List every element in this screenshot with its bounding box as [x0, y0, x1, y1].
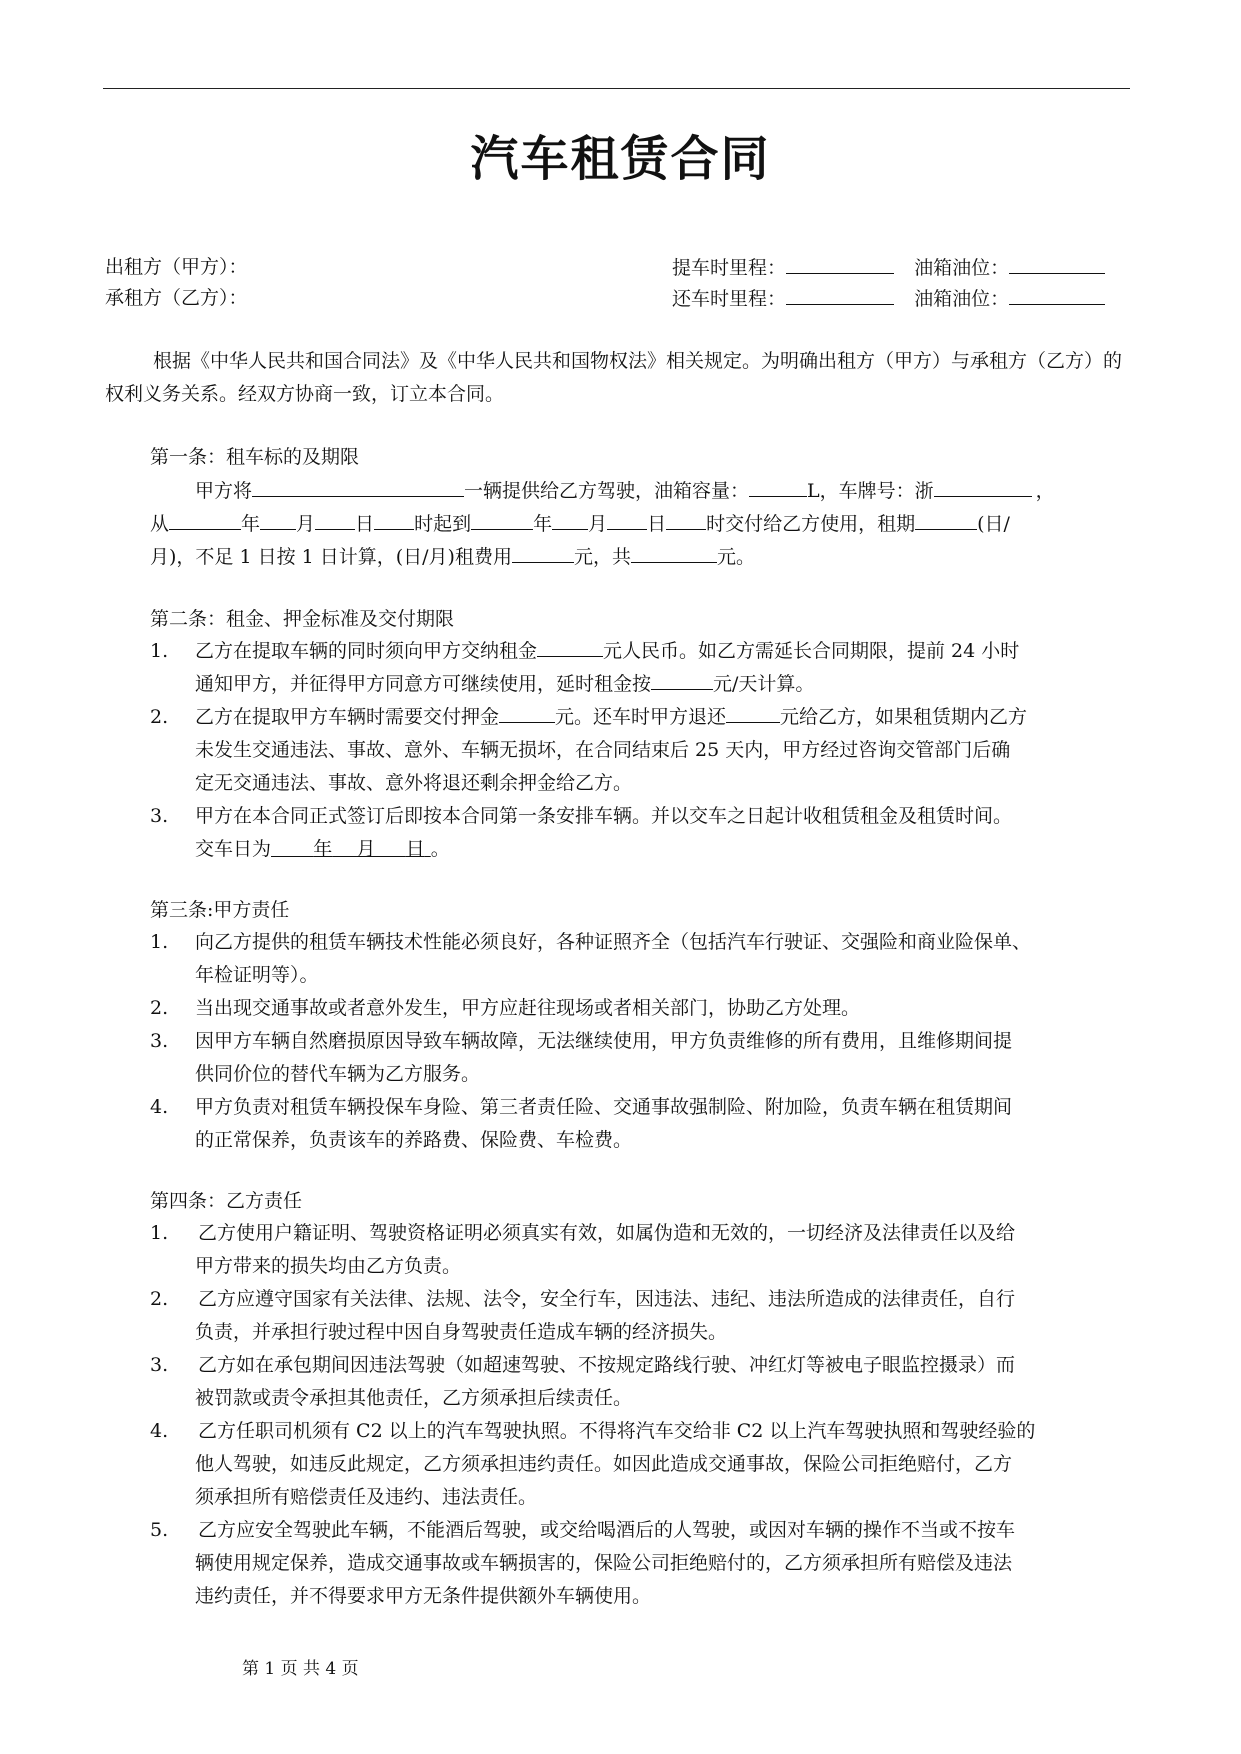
article-4-heading: 第四条：乙方责任	[150, 1190, 303, 1212]
text: ，	[1035, 480, 1055, 502]
article-4-item-1	[150, 1217, 1130, 1283]
text: 年检证明等）。	[195, 964, 319, 986]
text: 甲方将	[195, 480, 253, 502]
end-month-field[interactable]	[552, 511, 588, 530]
item-number: 1.	[150, 640, 169, 662]
text: 向乙方提供的租赁车辆技术性能必须良好，各种证照齐全（包括汽车行驶证、交强险和商业险保单、	[195, 931, 1032, 953]
item-text	[195, 635, 1130, 701]
text: 乙方应安全驾驶此车辆，不能酒后驾驶，或交给喝酒后的人驾驶，或因对车辆的操作不当或不按车	[198, 1519, 1016, 1541]
text: 违约责任，并不得要求甲方无条件提供额外车辆使用。	[195, 1585, 652, 1607]
article-4-item-3	[150, 1349, 1130, 1415]
text: 元。	[717, 546, 756, 568]
item-number: 5.	[150, 1519, 169, 1541]
text: 乙方应遵守国家有关法律、法规、法令，安全行车，因违法、违纪、违法所造成的法律责任，自行	[198, 1288, 1016, 1310]
text: 元人民币。如乙方需延长合同期限，提前 24 小时	[603, 640, 1020, 662]
text: 他人驾驶，如违反此规定，乙方须承担违约责任。如因此造成交通事故，保险公司拒绝赔付，乙方	[195, 1453, 1013, 1475]
return-mileage-field[interactable]	[786, 286, 894, 305]
article-3-item-3	[150, 1025, 1130, 1091]
article-4-item-4	[150, 1415, 1130, 1514]
text: 。	[430, 838, 450, 860]
article-1-heading: 第一条：租车标的及期限	[150, 446, 360, 468]
intro-paragraph: 根据《中华人民共和国合同法》及《中华人民共和国物权法》相关规定。为明确出租方（甲方）与承租方（乙方）的权利义务关系。经双方协商一致，订立本合同。	[105, 350, 1123, 405]
text: 元。还车时甲方退还	[555, 706, 727, 728]
item-number: 2.	[150, 997, 169, 1019]
pickup-mileage-row	[672, 255, 1105, 280]
article-2-item-2	[150, 701, 1130, 800]
text: 日	[405, 838, 425, 860]
text: 元，共	[573, 546, 631, 568]
item-text	[195, 1217, 1130, 1283]
text: 因甲方车辆自然磨损原因导致车辆故障，无法继续使用，甲方负责维修的所有费用，且维修期间提	[195, 1030, 1013, 1052]
article-1-line-2	[150, 511, 1010, 536]
delivery-date-field[interactable]	[271, 838, 431, 860]
article-3-item-4	[150, 1091, 1130, 1157]
deposit-field[interactable]	[499, 704, 555, 723]
item-number: 1.	[150, 931, 169, 953]
return-mileage-label: 还车时里程：	[672, 288, 787, 310]
item-text	[195, 701, 1130, 800]
pickup-fuel-field[interactable]	[1009, 255, 1105, 274]
text: 甲方带来的损失均由乙方负责。	[195, 1255, 462, 1277]
text: 日	[355, 513, 375, 535]
extension-rate-field[interactable]	[651, 671, 713, 690]
vehicle-field[interactable]	[252, 478, 464, 497]
article-3-heading: 第三条:甲方责任	[150, 899, 290, 921]
item-text	[195, 926, 1130, 992]
item-number: 3.	[150, 805, 169, 827]
article-1-line-3	[150, 544, 755, 569]
total-fee-field[interactable]	[631, 544, 717, 563]
item-number: 3.	[150, 1354, 169, 1376]
text: 年	[241, 513, 261, 535]
text: 乙方在提取车辆的同时须向甲方交纳租金	[195, 640, 538, 662]
item-text	[195, 1514, 1130, 1613]
text: 时起到	[414, 513, 472, 535]
item-number: 3.	[150, 1030, 169, 1052]
text: 月	[356, 838, 376, 860]
text: 月)，不足 1 日按 1 日计算，(日/月)租费用	[150, 546, 512, 568]
return-fuel-label: 油箱油位：	[914, 288, 1010, 310]
text: 未发生交通违法、事故、意外、车辆无损坏，在合同结束后 25 天内，甲方经过咨询交管部门后确	[195, 739, 1011, 761]
item-number: 2.	[150, 706, 169, 728]
text: 须承担所有赔偿责任及违约、违法责任。	[195, 1486, 538, 1508]
lessor-label: 出租方（甲方）：	[105, 256, 248, 278]
text: 乙方任职司机须有 C2 以上的汽车驾驶执照。不得将汽车交给非 C2 以上汽车驾驶执照和驾驶经验的	[198, 1420, 1036, 1442]
text: 年	[533, 513, 553, 535]
text: 甲方负责对租赁车辆投保车身险、第三者责任险、交通事故强制险、附加险，负责车辆在租赁期间	[195, 1096, 1013, 1118]
text: 定无交通违法、事故、意外将退还剩余押金给乙方。	[195, 772, 633, 794]
rent-amount-field[interactable]	[537, 638, 603, 657]
return-mileage-row	[672, 286, 1105, 311]
item-number: 1.	[150, 1222, 169, 1244]
refund-field[interactable]	[726, 704, 780, 723]
text: 乙方在提取甲方车辆时需要交付押金	[195, 706, 500, 728]
text: 年	[313, 838, 333, 860]
page-number-footer: 第 1 页 共 4 页	[242, 1659, 359, 1679]
text: 辆使用规定保养，造成交通事故或车辆损害的，保险公司拒绝赔付的，乙方须承担所有赔偿及违法	[195, 1552, 1013, 1574]
item-text	[195, 1025, 1130, 1091]
text: 乙方使用户籍证明、驾驶资格证明必须真实有效，如属伪造和无效的，一切经济及法律责任以及给	[198, 1222, 1016, 1244]
text: 被罚款或责令承担其他责任，乙方须承担后续责任。	[195, 1387, 633, 1409]
text: 时交付给乙方使用，租期	[706, 513, 916, 535]
end-year-field[interactable]	[471, 511, 533, 530]
start-year-field[interactable]	[169, 511, 241, 530]
text: 月	[588, 513, 608, 535]
header-rule	[103, 88, 1130, 89]
item-number: 4.	[150, 1420, 169, 1442]
pickup-fuel-label: 油箱油位：	[914, 257, 1010, 279]
item-text	[195, 1415, 1130, 1514]
text: 负责，并承担行驶过程中因自身驾驶责任造成车辆的经济损失。	[195, 1321, 728, 1343]
item-text	[195, 1349, 1130, 1415]
article-1-line-1	[195, 478, 1055, 503]
text: 交车日为	[195, 838, 272, 860]
article-2-heading: 第二条：租金、押金标准及交付期限	[150, 608, 455, 630]
text: 元给乙方，如果租赁期内乙方	[780, 706, 1028, 728]
item-text	[195, 1091, 1130, 1157]
text: 甲方在本合同正式签订后即按本合同第一条安排车辆。并以交车之日起计收租赁租金及租赁时间。	[195, 805, 1013, 827]
text: 通知甲方，并征得甲方同意方可继续使用，延时租金按	[195, 673, 652, 695]
daily-fee-field[interactable]	[512, 544, 574, 563]
pickup-mileage-field[interactable]	[786, 255, 894, 274]
start-day-field[interactable]	[315, 511, 355, 530]
item-text	[195, 800, 1130, 866]
article-2-item-1	[150, 635, 1130, 701]
pickup-mileage-label: 提车时里程：	[672, 257, 787, 279]
start-month-field[interactable]	[260, 511, 296, 530]
item-number: 4.	[150, 1096, 169, 1118]
text: 元/天计算。	[713, 673, 815, 695]
text: 的正常保养，负责该车的养路费、保险费、车检费。	[195, 1129, 633, 1151]
article-3-item-2	[150, 992, 1130, 1025]
start-hour-field[interactable]	[374, 511, 414, 530]
text: (日/	[977, 513, 1010, 535]
text: 一辆提供给乙方驾驶，油箱容量：	[464, 480, 750, 502]
return-fuel-field[interactable]	[1009, 286, 1105, 305]
tank-capacity-field[interactable]	[749, 478, 807, 497]
text: 供同价位的替代车辆为乙方服务。	[195, 1063, 481, 1085]
lease-term-field[interactable]	[915, 511, 977, 530]
document-title: 汽车租赁合同	[470, 131, 771, 187]
item-text	[195, 1283, 1130, 1349]
text: 乙方如在承包期间因违法驾驶（如超速驾驶、不按规定路线行驶、冲红灯等被电子眼监控摄录）而	[198, 1354, 1016, 1376]
plate-number-field[interactable]	[934, 478, 1032, 497]
text: 日	[647, 513, 667, 535]
article-4-item-5	[150, 1514, 1130, 1613]
text: L，车牌号：浙	[807, 480, 934, 502]
item-text: 当出现交通事故或者意外发生，甲方应赶往现场或者相关部门，协助乙方处理。	[195, 997, 861, 1019]
end-hour-field[interactable]	[666, 511, 706, 530]
article-2-item-3	[150, 800, 1130, 866]
text: 从	[150, 513, 170, 535]
article-4-item-2	[150, 1283, 1130, 1349]
lessee-label: 承租方（乙方）：	[105, 287, 248, 309]
article-3-item-1	[150, 926, 1130, 992]
end-day-field[interactable]	[607, 511, 647, 530]
item-number: 2.	[150, 1288, 169, 1310]
text: 月	[296, 513, 316, 535]
